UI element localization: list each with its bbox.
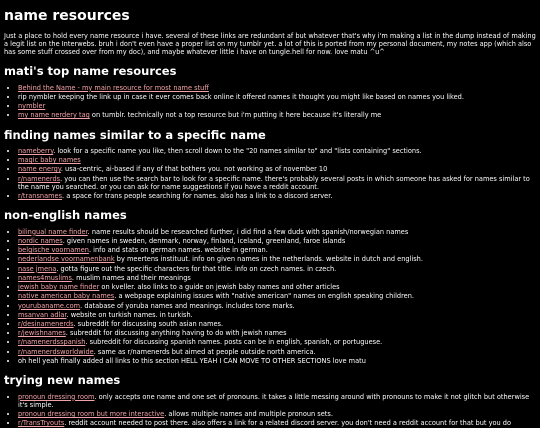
list-item <box>18 329 536 337</box>
resource-description: . look for a specific name you like, then scroll down to the "20 names similar to" and "lists containing" sections. <box>53 146 422 155</box>
resource-link[interactable]: nameberry <box>18 146 54 155</box>
resource-link[interactable]: pronoun dressing room but more interactive <box>18 410 165 419</box>
list-item <box>18 228 536 236</box>
resource-description: . given names in sweden, denmark, norway, finland, iceland, greenland, faroe islands <box>62 236 346 245</box>
resource-link[interactable]: nederlandse voornamenbank <box>18 255 115 264</box>
list-item <box>18 265 536 273</box>
resource-link[interactable]: jewish baby name finder <box>18 283 100 292</box>
resource-link[interactable]: nase jmena <box>18 264 57 273</box>
list-item <box>18 393 536 409</box>
resource-link[interactable]: name energy <box>18 165 61 174</box>
resource-description: . same as r/namenerds but aimed at people outside north america. <box>93 347 316 356</box>
list-item <box>18 192 536 200</box>
resource-link[interactable]: r/namenerdsworldwide <box>18 347 94 356</box>
intro-text: Just a place to hold every name resource i have. several of these links are redundant af but whatever that's why i'm making a list in the dump instead of making a legit list on the Interwebs. bruh i don't even have a proper list on my tumblr yet. a lot of this is ported from my personal document, my notes app (which also has some stuff crossed over from my doc), and maybe whatever little i have on tungle.hell for now. love matu ^u^ <box>4 31 536 56</box>
resource-list <box>4 393 536 428</box>
resource-description: . gotta figure out the specific characters for that title. info on czech names. in czech. <box>56 264 337 273</box>
list-item <box>18 156 536 164</box>
resource-link[interactable]: r/TransTryouts <box>18 419 65 428</box>
resource-description: on tumblr. technically not a top resource but i'm putting it here because it's literally me <box>89 111 382 120</box>
list-item <box>18 102 536 110</box>
resource-link[interactable]: my name nerdery tag <box>18 111 90 120</box>
resource-list <box>4 147 536 200</box>
resource-description: . allows multiple names and multiple pronoun sets. <box>164 410 333 419</box>
section-heading: trying new names <box>4 373 121 388</box>
list-item <box>18 292 536 300</box>
list-item <box>18 111 536 119</box>
page-title: name resources <box>4 8 130 24</box>
resource-link[interactable]: yourubaname.com <box>18 301 81 310</box>
resource-link[interactable]: bilingual name finder <box>18 227 88 236</box>
resource-description: . only accepts one name and one set of pronouns. it takes a little messing around with pronouns to make it not glitch but otherwise it's simple. <box>18 392 530 409</box>
resource-link[interactable]: msanvan adlar <box>18 310 67 319</box>
resource-link[interactable]: r/desinamenerds <box>18 320 74 329</box>
resource-description: . a webpage explaining issues with "native american" names on english speaking children. <box>114 292 415 301</box>
resource-description: on kveller. also links to a guide on jewish baby names and other articles <box>99 283 340 292</box>
list-item <box>18 302 536 310</box>
resource-description: . reddit account needed to post there. also offers a link for a related discord server. you don't need a reddit account for that but you do <box>64 419 512 428</box>
resource-description: rip nymbler keeping the link up in case it ever comes back online it offered names it thought you might like based on names you liked. <box>18 92 464 101</box>
resource-description: oh hell yeah finally added all links to this section HELL YEAH I CAN MOVE TO OTHER SECTIONS love matu <box>18 356 366 365</box>
resource-description: . subreddit for discussing south asian names. <box>73 320 224 329</box>
resource-description: . muslim names and their meanings <box>71 273 191 282</box>
list-item <box>18 274 536 282</box>
resource-link[interactable]: r/namenerdsspanish <box>18 338 86 347</box>
resource-link[interactable]: pronoun dressing room <box>18 392 95 401</box>
list-item <box>18 175 536 191</box>
resource-list <box>4 84 536 120</box>
list-item <box>18 237 536 245</box>
list-item <box>18 84 536 92</box>
resource-link[interactable]: native american baby names <box>18 292 115 301</box>
sections-container <box>4 64 536 427</box>
section-heading: mati's top name resources <box>4 64 177 79</box>
list-item <box>18 165 536 173</box>
resource-description: . info and stats on german names. website in german. <box>88 246 268 255</box>
list-item <box>18 246 536 254</box>
list-item <box>18 320 536 328</box>
resource-list <box>4 228 536 366</box>
resource-description: . usa-centric, ai-based if any of that bothers you. not working as of november 10 <box>60 165 328 174</box>
list-item <box>18 338 536 346</box>
resource-description: . website on turkish names. in turkish. <box>66 310 193 319</box>
resource-link[interactable]: r/transnames <box>18 192 63 201</box>
resource-link[interactable]: nymbler <box>18 102 46 111</box>
resource-description: . subreddit for discussing spanish names. posts can be in english, spanish, or portuguese. <box>85 338 383 347</box>
section-heading: finding names similar to a specific name <box>4 127 266 142</box>
list-item <box>18 283 536 291</box>
list-item <box>18 311 536 319</box>
resource-link[interactable]: r/jewishnames <box>18 329 66 338</box>
resource-link[interactable]: r/namenerds <box>18 174 61 183</box>
list-item <box>18 419 536 427</box>
list-item <box>18 348 536 356</box>
resource-link[interactable]: Behind the Name - my main resource for most name stuff <box>18 83 209 92</box>
list-item <box>18 255 536 263</box>
resource-description: by meertens instituut. info on given names in the netherlands. website in dutch and english. <box>114 255 423 264</box>
list-item <box>18 410 536 418</box>
resource-link[interactable]: nordic names <box>18 236 63 245</box>
resource-link[interactable]: names4muslims <box>18 273 72 282</box>
resource-description: . name results should be researched further, i did find a few duds with spanish/norwegian names <box>87 227 409 236</box>
resource-description: . subreddit for discussing anything having to do with jewish names <box>65 329 287 338</box>
resource-description: . you can then use the search bar to look for a specific name. there's probably several posts in which someone has asked for names similar to the name you searched. or you can ask for name suggestions if you have a reddit account. <box>18 174 530 191</box>
resource-link[interactable]: belgische voornamen <box>18 246 89 255</box>
list-item <box>18 147 536 155</box>
section-heading: non-english names <box>4 208 127 223</box>
list-item <box>18 93 536 101</box>
resource-description: . database of yoruba names and meanings. includes tone marks. <box>80 301 295 310</box>
list-item <box>18 357 536 365</box>
resource-description: . a space for trans people searching for names. also has a link to a discord server. <box>62 192 333 201</box>
resource-link[interactable]: magic baby names <box>18 156 81 165</box>
